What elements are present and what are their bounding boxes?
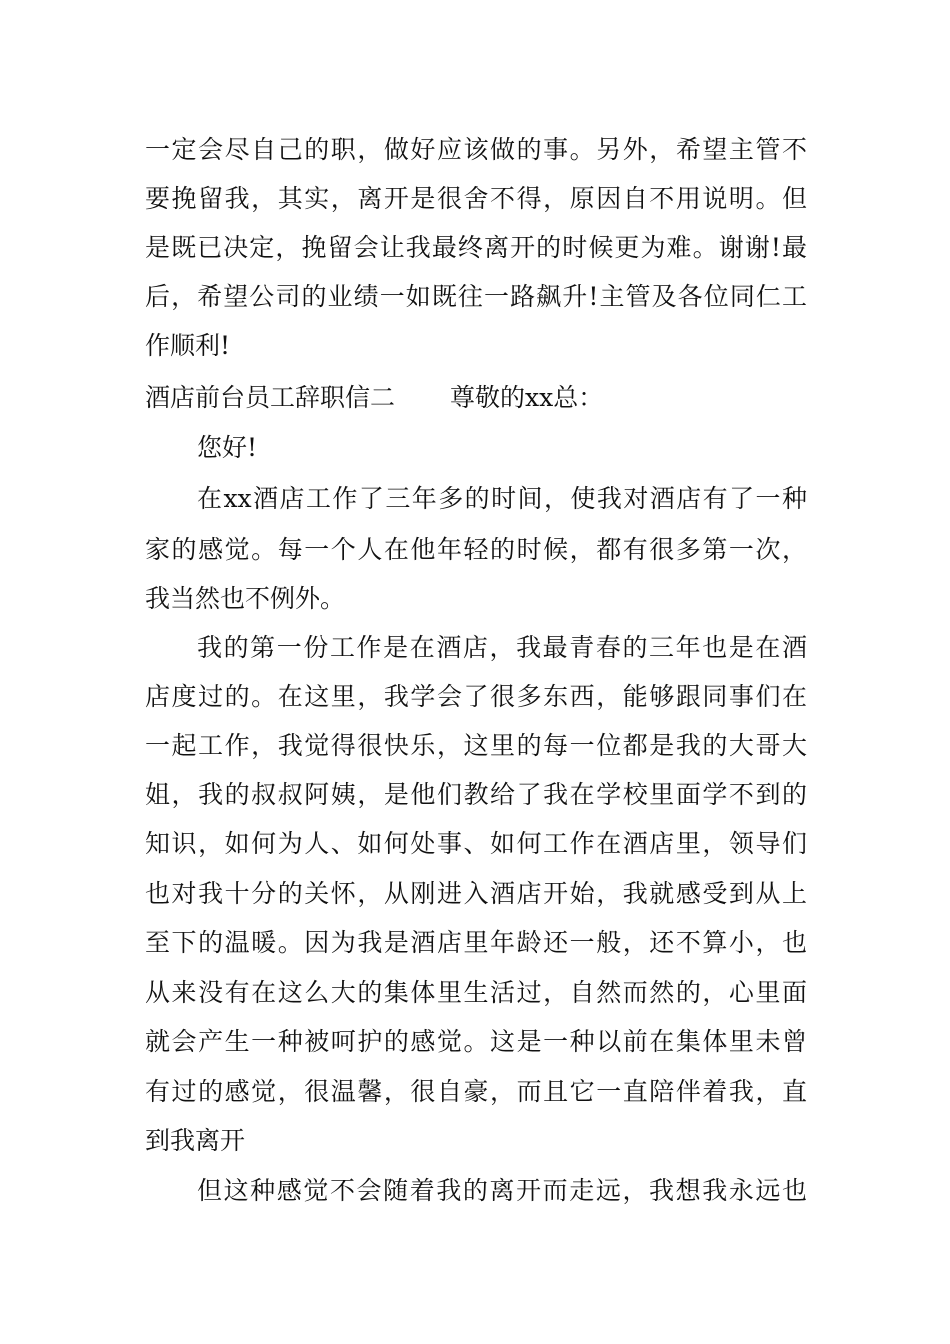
text-line: 店度过的。在这里，我学会了很多东西，能够跟同事们在 [145, 682, 807, 711]
text-line: 一定会尽自己的职，做好应该做的事。另外，希望主管不 [145, 135, 807, 164]
text-line: 一起工作，我觉得很快乐，这里的每一位都是我的大哥大 [145, 731, 807, 760]
text-line: 从来没有在这么大的集体里生活过，自然而然的，心里面 [145, 978, 807, 1007]
text-line: 家的感觉。每一个人在他年轻的时候，都有很多第一次， [145, 535, 807, 564]
text-line: 姐，我的叔叔阿姨，是他们教给了我在学校里面学不到的 [145, 780, 807, 809]
text-line: 就会产生一种被呵护的感觉。这是一种以前在集体里未曾 [145, 1027, 807, 1056]
text-line: 在xx酒店工作了三年多的时间，使我对酒店有了一种 [197, 484, 807, 513]
text-line: 有过的感觉，很温馨，很自豪，而且它一直陪伴着我，直 [145, 1077, 807, 1106]
salutation: 尊敬的xx总： [450, 383, 604, 412]
text-line: 但这种感觉不会随着我的离开而走远，我想我永远也 [197, 1176, 807, 1205]
text-line: 后，希望公司的业绩一如既往一路飙升!主管及各位同仁工 [145, 282, 807, 311]
text-line: 到我离开 [145, 1126, 246, 1155]
text-line: 也对我十分的关怀，从刚进入酒店开始，我就感受到从上 [145, 879, 807, 908]
text-line: 作顺利! [145, 331, 231, 360]
text-line: 是既已决定，挽留会让我最终离开的时候更为难。谢谢!最 [145, 233, 807, 262]
text-line: 我当然也不例外。 [145, 584, 346, 613]
text-line: 知识，如何为人、如何处事、如何工作在酒店里，领导们 [145, 829, 807, 858]
text-line: 要挽留我，其实，离开是很舍不得，原因自不用说明。但 [145, 184, 807, 213]
text-line: 我的第一份工作是在酒店，我最青春的三年也是在酒 [197, 633, 807, 662]
section-heading: 酒店前台员工辞职信二 [145, 383, 396, 412]
greeting: 您好! [197, 433, 258, 462]
text-line: 至下的温暖。因为我是酒店里年龄还一般，还不算小，也 [145, 928, 807, 957]
